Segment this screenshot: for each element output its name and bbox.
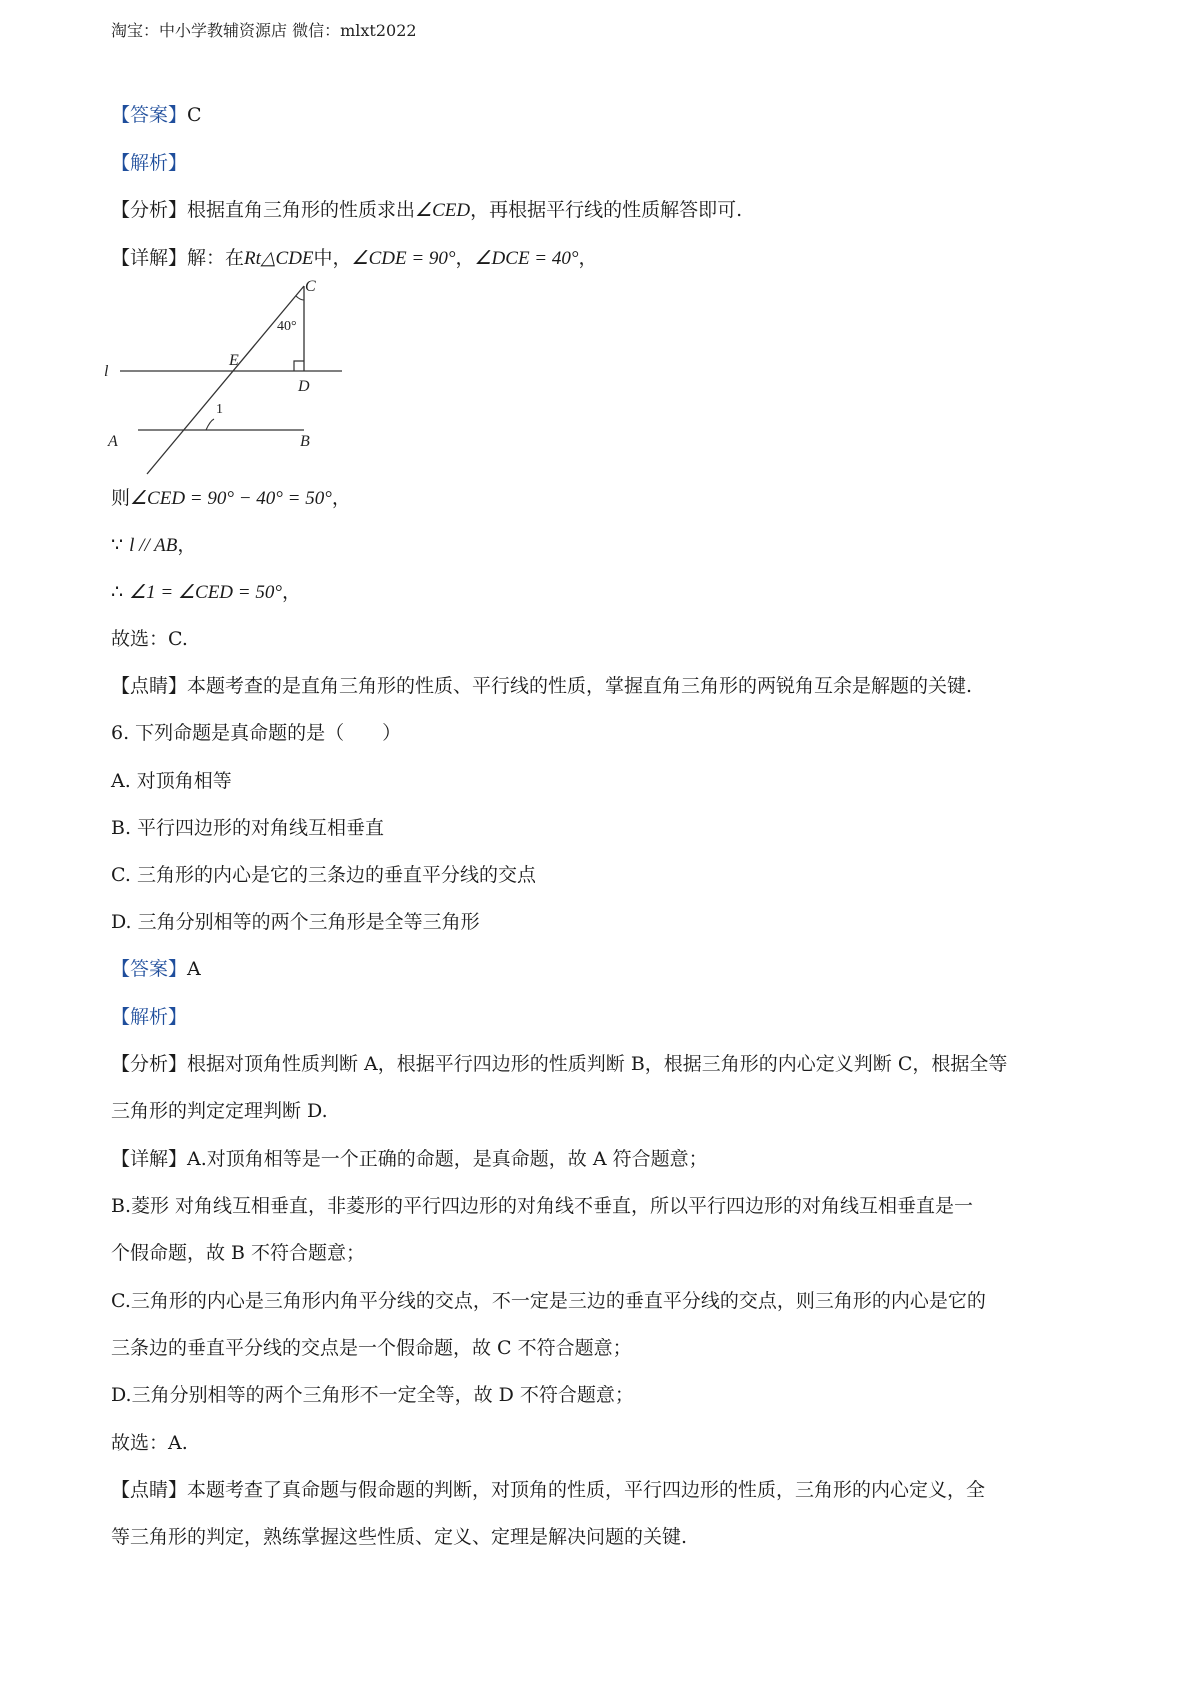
q5-fenxi-line [111, 197, 742, 224]
label-c: C [305, 278, 316, 295]
label-l: l [104, 363, 109, 380]
label-40: 40° [277, 319, 297, 334]
xiangjie-math-1: Rt△CDE [244, 248, 314, 269]
fenxi-text-a: 根据直角三角形的性质求出 [187, 199, 416, 221]
label-b: B [300, 433, 310, 450]
xiangjie-math-2: ∠CDE = 90° [351, 248, 456, 269]
label-e: E [229, 352, 239, 369]
xiangjie-text-1: A.对顶角相等是一个正确的命题，是真命题，故 A 符合题意； [187, 1148, 708, 1170]
header-watermark: 淘宝：中小学教辅资源店 微信：mlxt2022 [111, 21, 417, 40]
jiexi-tag: 【解析】 [111, 1006, 188, 1028]
step2-prefix: ∵ [111, 534, 124, 556]
step1-math: ∠CED = 90° − 40° = 50° [130, 488, 332, 509]
angle-40-arc [296, 296, 304, 300]
xiangjie-tag: 【详解】 [111, 247, 188, 269]
xiangjie-text-a: 解：在 [187, 247, 245, 269]
label-a: A [108, 433, 118, 450]
q5-step-2 [111, 532, 196, 559]
fenxi-text-b: ，再根据平行线的性质解答即可. [470, 199, 743, 221]
q6-line-c-2: 三条边的垂直平分线的交点是一个假命题，故 C 不符合题意； [111, 1337, 632, 1359]
dianjing-tag: 【点睛】 [111, 1479, 188, 1501]
step3-math: ∠1 = ∠CED = 50° [129, 582, 282, 603]
dianjing-tag: 【点睛】 [111, 675, 188, 697]
xiangjie-text-c: ， [455, 247, 475, 269]
step2-suffix: ， [177, 534, 197, 556]
dianjing-text: 本题考查的是直角三角形的性质、平行线的性质，掌握直角三角形的两锐角互余是解题的关键. [187, 675, 973, 697]
q6-fenxi-line-1 [111, 1051, 1007, 1077]
q6-line-b-1: B.菱形 对角线互相垂直，非菱形的平行四边形的对角线不垂直，所以平行四边形的对角线互相垂直是一 [111, 1195, 974, 1217]
q6-xiangjie-line-1 [111, 1146, 708, 1172]
geometry-figure [104, 278, 354, 478]
jiexi-tag: 【解析】 [111, 152, 188, 174]
fenxi-math: ∠CED [415, 200, 471, 221]
xiangjie-text-b: 中， [313, 247, 352, 269]
q6-line-b-2: 个假命题，故 B 不符合题意； [111, 1242, 366, 1264]
q6-fenxi-line-2: 三角形的判定定理判断 D. [111, 1100, 328, 1122]
q6-option-d: D. 三角分别相等的两个三角形是全等三角形 [111, 911, 480, 933]
q5-step-3 [111, 579, 301, 606]
fenxi-tag: 【分析】 [111, 199, 188, 221]
step2-math: l // AB [129, 535, 178, 556]
q5-step-1 [111, 485, 351, 512]
q5-xiangjie-line [111, 245, 597, 272]
xiangjie-tag: 【详解】 [111, 1148, 188, 1170]
step3-prefix: ∴ [111, 581, 124, 603]
xiangjie-math-3: ∠DCE = 40° [474, 248, 579, 269]
q5-conclusion: 故选：C. [111, 628, 188, 650]
q6-question: 6. 下列命题是真命题的是（ ） [111, 722, 402, 744]
fenxi-text-1: 根据对顶角性质判断 A，根据平行四边形的性质判断 B，根据三角形的内心定义判断 C，根据全等 [187, 1053, 1008, 1075]
xiangjie-text-d: ， [578, 247, 598, 269]
step1-suffix: ， [331, 487, 351, 509]
answer-value: C [187, 104, 202, 126]
angle-1-arc [206, 419, 214, 430]
right-angle-mark [294, 361, 304, 371]
q5-dianjing-line [111, 673, 972, 699]
answer-tag: 【答案】 [111, 958, 188, 980]
step3-suffix: ， [281, 581, 301, 603]
q5-answer-line [111, 102, 202, 128]
q5-jiexi-line [111, 150, 187, 176]
label-d: D [298, 378, 310, 395]
answer-tag: 【答案】 [111, 104, 188, 126]
dianjing-text-1: 本题考查了真命题与假命题的判断，对顶角的性质，平行四边形的性质，三角形的内心定义，全 [187, 1479, 986, 1501]
q6-answer-line [111, 956, 201, 982]
fenxi-tag: 【分析】 [111, 1053, 188, 1075]
q6-conclusion: 故选：A. [111, 1432, 188, 1454]
label-angle-1: 1 [216, 402, 223, 417]
q6-option-b: B. 平行四边形的对角线互相垂直 [111, 817, 385, 839]
q6-line-c-1: C.三角形的内心是三角形内角平分线的交点，不一定是三边的垂直平分线的交点，则三角形的内心是它的 [111, 1290, 986, 1312]
q6-jiexi-line [111, 1004, 187, 1030]
q6-dianjing-line-1 [111, 1477, 985, 1503]
q6-line-d: D.三角分别相等的两个三角形不一定全等，故 D 不符合题意； [111, 1384, 634, 1406]
answer-value: A [187, 958, 201, 980]
q6-option-c: C. 三角形的内心是它的三条边的垂直平分线的交点 [111, 864, 536, 886]
transversal-ce [147, 286, 304, 474]
q6-option-a: A. 对顶角相等 [111, 770, 232, 792]
q6-dianjing-line-2: 等三角形的判定，熟练掌握这些性质、定义、定理是解决问题的关键. [111, 1526, 688, 1548]
step1-prefix: 则 [111, 487, 131, 509]
